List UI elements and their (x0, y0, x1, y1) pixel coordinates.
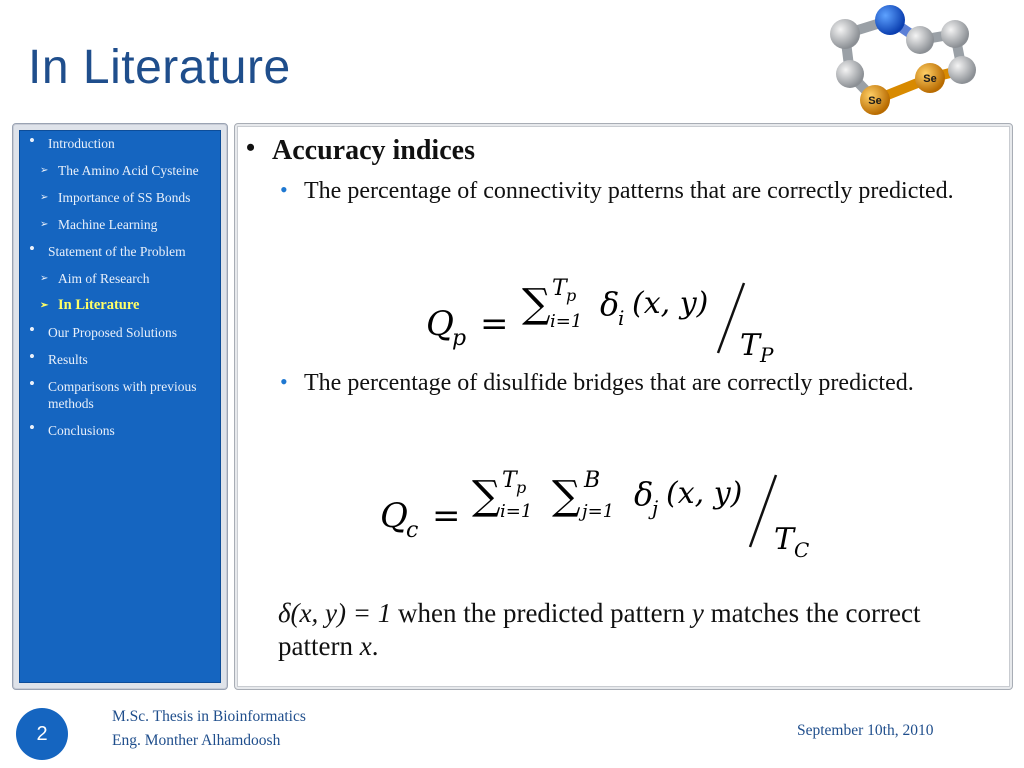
svg-text:i=1: i=1 (550, 311, 583, 332)
note-text-3: . (371, 631, 379, 661)
note-text-2: matches the correct pattern (278, 598, 921, 661)
footer-thesis-title: M.Sc. Thesis in Bioinformatics (112, 708, 306, 725)
sidebar-item-machine-learning[interactable]: ➢ Machine Learning (20, 216, 220, 233)
svg-text:i=1: i=1 (500, 501, 533, 522)
note-italic-y: y (691, 598, 704, 628)
note-italic-delta: δ(x, y) = 1 (278, 598, 392, 628)
svg-text:p: p (516, 478, 527, 497)
sidebar-item-introduction[interactable]: • Introduction (20, 135, 220, 152)
svg-text:=: = (432, 496, 461, 536)
sidebar-item-comparisons[interactable]: • Comparisons with previous methods (20, 378, 220, 412)
svg-text:δ: δ (634, 475, 654, 513)
sidebar-item-amino-acid-cysteine[interactable]: ➢ The Amino Acid Cysteine (20, 162, 220, 179)
svg-text:p: p (566, 286, 577, 305)
svg-text:(x, y): (x, y) (632, 286, 709, 321)
svg-text:j: j (652, 496, 659, 520)
delta-definition-note (278, 597, 978, 663)
molecule-logo-icon (820, 4, 980, 120)
sidebar-item-statement-of-problem[interactable]: • Statement of the Problem (20, 243, 220, 260)
svg-text:T: T (774, 522, 795, 557)
svg-text:p: p (452, 326, 467, 351)
svg-text:Se: Se (868, 95, 882, 107)
svg-text:Se: Se (923, 73, 937, 85)
formula-qp (418, 265, 798, 365)
svg-text:T: T (740, 328, 761, 363)
sidebar-item-results[interactable]: • Results (20, 351, 220, 368)
footer-author: Eng. Monther Alhamdoosh (112, 732, 281, 749)
svg-text:P: P (760, 343, 774, 365)
sidebar-item-proposed-solutions[interactable]: • Our Proposed Solutions (20, 324, 220, 341)
svg-text:(x, y): (x, y) (666, 476, 743, 511)
page-number-badge: 2 (16, 708, 68, 760)
sidebar-navigation (19, 130, 221, 683)
svg-text:Q: Q (426, 304, 454, 344)
bullet-dot-icon: • (280, 177, 288, 202)
svg-text:B: B (584, 468, 601, 493)
bullet-dot-icon: • (280, 369, 288, 394)
bullet-dot-icon: • (246, 133, 256, 162)
svg-text:δ: δ (600, 285, 620, 323)
svg-text:C: C (794, 538, 810, 562)
slide-title: In Literature (28, 41, 291, 94)
connectivity-bullet (280, 175, 976, 208)
svg-text:i: i (618, 306, 625, 330)
footer-date: September 10th, 2010 (797, 722, 934, 739)
note-text-1: when the predicted pattern (391, 598, 692, 628)
sidebar-item-aim-of-research[interactable]: ➢ Aim of Research (20, 270, 220, 287)
connectivity-text: The percentage of connectivity patterns that are correctly predicted. (304, 178, 954, 204)
content-panel (237, 126, 1010, 687)
svg-text:T: T (552, 276, 567, 301)
note-italic-x: x (359, 631, 372, 661)
svg-text:T: T (502, 468, 517, 493)
svg-text:=: = (480, 304, 509, 344)
svg-text:Q: Q (380, 496, 408, 536)
svg-text:j=1: j=1 (582, 501, 615, 522)
sidebar-item-conclusions[interactable]: • Conclusions (20, 422, 220, 439)
accuracy-heading: Accuracy indices (272, 135, 475, 166)
sidebar-item-importance-ss-bonds[interactable]: ➢ Importance of SS Bonds (20, 189, 220, 206)
svg-text:∑: ∑ (522, 281, 551, 327)
sidebar-item-in-literature[interactable]: ➢ In Literature (20, 297, 220, 314)
formula-qc (372, 455, 832, 565)
svg-text:∑: ∑ (472, 473, 501, 519)
disulfide-bullet (280, 367, 976, 400)
svg-text:c: c (406, 518, 419, 543)
disulfide-text: The percentage of disulfide bridges that are correctly predicted. (304, 370, 914, 396)
svg-text:∑: ∑ (552, 473, 581, 519)
